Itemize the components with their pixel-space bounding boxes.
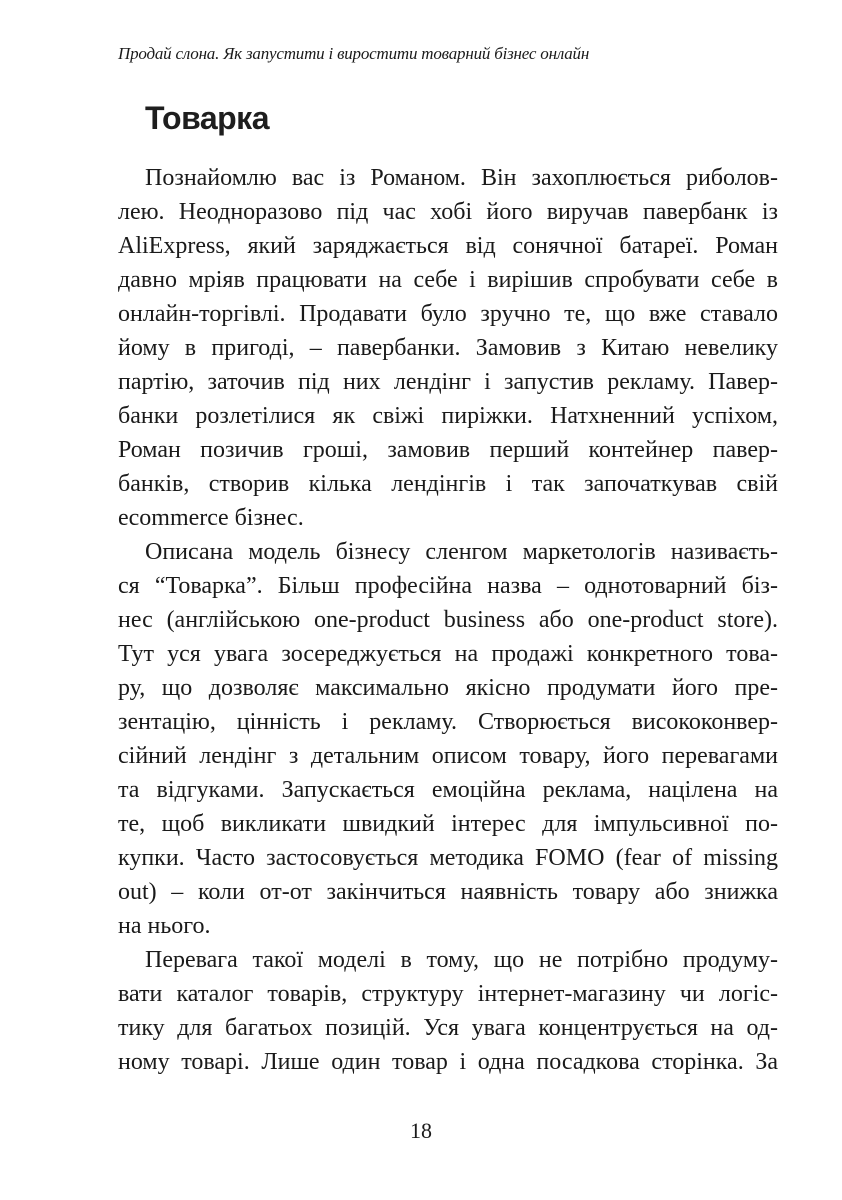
text-line-content: йому в пригоді, – павербанки. Замовив з Китаю невелику [118, 335, 778, 361]
text-line [118, 331, 778, 365]
page-number: 18 [410, 1118, 432, 1143]
text-line-content: та відгуками. Запускається емоційна реклама, націлена на [118, 777, 778, 803]
text-line [118, 467, 778, 501]
text-line [118, 943, 778, 977]
text-line [118, 603, 778, 637]
text-line-content: на нього. [118, 913, 211, 939]
text-line [118, 161, 778, 195]
text-line-content: лею. Неодноразово під час хобі його виручав павербанк із [118, 199, 778, 225]
text-line-content: банки розлетілися як свіжі пиріжки. Натхненний успіхом, [118, 403, 778, 429]
text-line [118, 195, 778, 229]
text-line [118, 569, 778, 603]
text-line-content: ному товарі. Лише один товар і одна посадкова сторінка. За [118, 1049, 778, 1075]
text-line-content: сійний лендінг з детальним описом товару, його перевагами [118, 743, 778, 769]
text-line [118, 671, 778, 705]
text-line [118, 1011, 778, 1045]
text-line-content: тику для багатьох позицій. Уся увага концентрується на од- [118, 1015, 778, 1041]
text-line-content: партію, заточив під них лендінг і запустив рекламу. Павер- [118, 369, 778, 395]
text-line [118, 875, 778, 909]
text-line-content: ся “Товарка”. Більш професійна назва – однотоварний біз- [118, 573, 778, 599]
text-line [118, 399, 778, 433]
text-line [118, 501, 778, 535]
text-line [118, 263, 778, 297]
text-line [118, 705, 778, 739]
text-line [118, 977, 778, 1011]
text-line-content: онлайн-торгівлі. Продавати було зручно те, що вже ставало [118, 301, 778, 327]
text-line-content: Познайомлю вас із Романом. Він захоплюється риболов- [145, 165, 778, 191]
text-line-content: ecommerce бізнес. [118, 505, 304, 531]
text-line-content: зентацію, цінність і рекламу. Створюється висококонвер- [118, 709, 778, 735]
text-line-content: банків, створив кілька лендінгів і так започаткував свій [118, 471, 778, 497]
text-line-content: те, щоб викликати швидкий інтерес для імпульсивної по- [118, 811, 778, 837]
text-line [118, 807, 778, 841]
text-line-content: AliExpress, який заряджається від сонячної батареї. Роман [118, 233, 778, 259]
text-line [118, 229, 778, 263]
running-head: Продай слона. Як запустити і виростити товарний бізнес онлайн [118, 44, 590, 63]
text-line [118, 433, 778, 467]
text-line [118, 297, 778, 331]
text-line [118, 637, 778, 671]
text-line-content: Перевага такої моделі в тому, що не потрібно продуму- [145, 947, 778, 973]
text-line-content: вати каталог товарів, структуру інтернет-магазину чи логіс- [118, 981, 778, 1007]
text-line [118, 365, 778, 399]
body-text [118, 161, 778, 1079]
text-line-content: Роман позичив гроші, замовив перший контейнер павер- [118, 437, 778, 463]
text-line-content: out) – коли от-от закінчиться наявність товару або знижка [118, 879, 778, 905]
text-line-content: купки. Часто застосовується методика FOMO (fear of missing [118, 845, 778, 871]
text-line-content: Тут уся увага зосереджується на продажі конкретного това- [118, 641, 778, 667]
section-heading: Товарка [145, 100, 269, 136]
text-line [118, 909, 778, 943]
text-line [118, 535, 778, 569]
text-line-content: давно мріяв працювати на себе і вирішив спробувати себе в [118, 267, 778, 293]
text-line [118, 1045, 778, 1079]
text-line [118, 739, 778, 773]
text-line [118, 841, 778, 875]
text-line-content: ру, що дозволяє максимально якісно продумати його пре- [118, 675, 778, 701]
text-line-content: нес (англійською one-product business або one-product store). [118, 607, 778, 633]
text-line-content: Описана модель бізнесу сленгом маркетологів називаєть- [145, 539, 778, 565]
text-line [118, 773, 778, 807]
